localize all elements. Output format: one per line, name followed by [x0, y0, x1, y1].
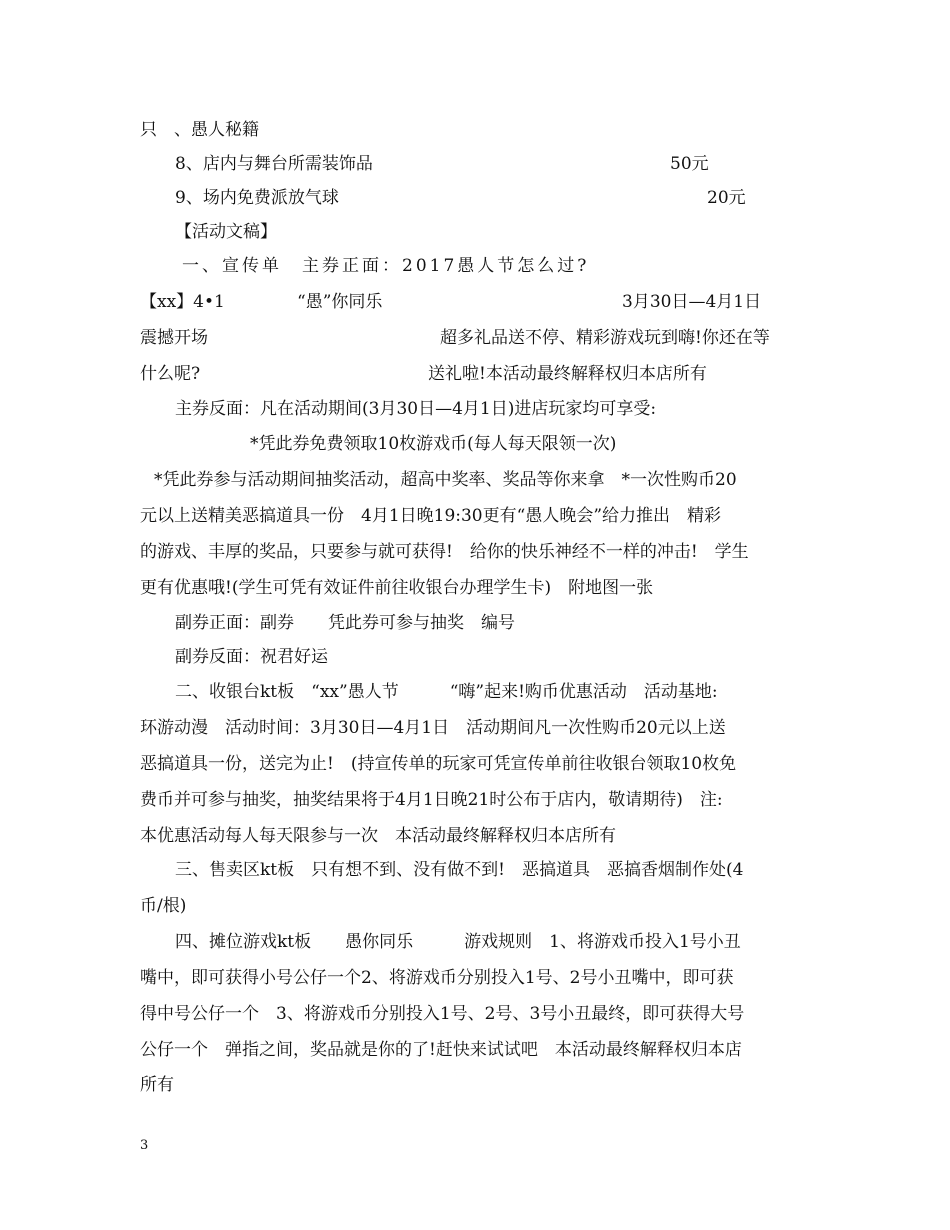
text-line: 9、场内免费派放气球: [175, 188, 339, 208]
text-line: “愚”你同乐: [297, 292, 383, 312]
text-line: 四、摊位游戏kt板 愚你同乐 游戏规则 1、将游戏币投入1号小丑: [175, 932, 741, 952]
text-line: 本优惠活动每人每天限参与一次 本活动最终解释权归本店所有: [140, 826, 616, 846]
text-line: 得中号公仔一个 3、将游戏币分别投入1号、2号、3号小丑最终，即可获得大号: [140, 1004, 745, 1024]
text-line: 元以上送精美恶搞道具一份 4月1日晚19:30更有“愚人晚会”给力推出 精彩: [140, 506, 722, 526]
text-line: 所有: [140, 1075, 174, 1095]
section-heading: 【活动文稿】: [175, 222, 277, 242]
text-line: 送礼啦!本活动最终解释权归本店所有: [428, 364, 707, 384]
text-line: 只 、愚人秘籍: [140, 120, 259, 140]
text-line: 币/根): [140, 896, 187, 916]
text-line: 主券反面：凡在活动期间(3月30日—4月1日)进店玩家均可享受:: [175, 399, 657, 419]
text-line: *凭此券免费领取10枚游戏币(每人每天限领一次): [250, 434, 617, 454]
text-line: 副券反面：祝君好运: [175, 647, 328, 667]
page-number: 3: [140, 1138, 149, 1153]
text-line: 50元: [670, 154, 709, 174]
text-line: 更有优惠哦!(学生可凭有效证件前往收银台办理学生卡) 附地图一张: [140, 578, 654, 598]
text-line: 恶搞道具一份，送完为止! (持宣传单的玩家可凭宣传单前往收银台领取10枚免: [140, 754, 737, 774]
text-line: 超多礼品送不停、精彩游戏玩到嗨!你还在等: [440, 328, 770, 348]
text-line: 3月30日—4月1日: [622, 292, 762, 312]
text-line: *凭此券参与活动期间抽奖活动，超高中奖率、奖品等你来拿 *一次性购币20: [154, 470, 737, 490]
text-line: 一、宣传单 主券正面：2017愚人节怎么过?: [182, 256, 590, 276]
text-line: 什么呢?: [140, 364, 201, 384]
text-line: 嘴中，即可获得小号公仔一个2、将游戏币分别投入1号、2号小丑嘴中，即可获: [140, 968, 734, 988]
text-line: 震撼开场: [140, 328, 208, 348]
text-line: 三、售卖区kt板 只有想不到、没有做不到! 恶搞道具 恶搞香烟制作处(4: [175, 860, 744, 880]
text-line: 二、收银台kt板 “xx”愚人节 “嗨”起来!购币优惠活动 活动基地:: [175, 682, 718, 702]
text-line: 【xx】4•1: [140, 292, 225, 312]
text-line: 8、店内与舞台所需装饰品: [175, 154, 373, 174]
text-line: 副券正面：副券 凭此券可参与抽奖 编号: [175, 613, 515, 633]
text-line: 费币并可参与抽奖，抽奖结果将于4月1日晚21时公布于店内，敬请期待) 注:: [140, 790, 723, 810]
text-line: 公仔一个 弹指之间，奖品就是你的了!赶快来试试吧 本活动最终解释权归本店: [140, 1040, 742, 1060]
text-line: 20元: [707, 188, 746, 208]
text-line: 环游动漫 活动时间：3月30日—4月1日 活动期间凡一次性购币20元以上送: [140, 718, 726, 738]
text-line: 的游戏、丰厚的奖品，只要参与就可获得! 给你的快乐神经不一样的冲击! 学生: [140, 542, 749, 562]
